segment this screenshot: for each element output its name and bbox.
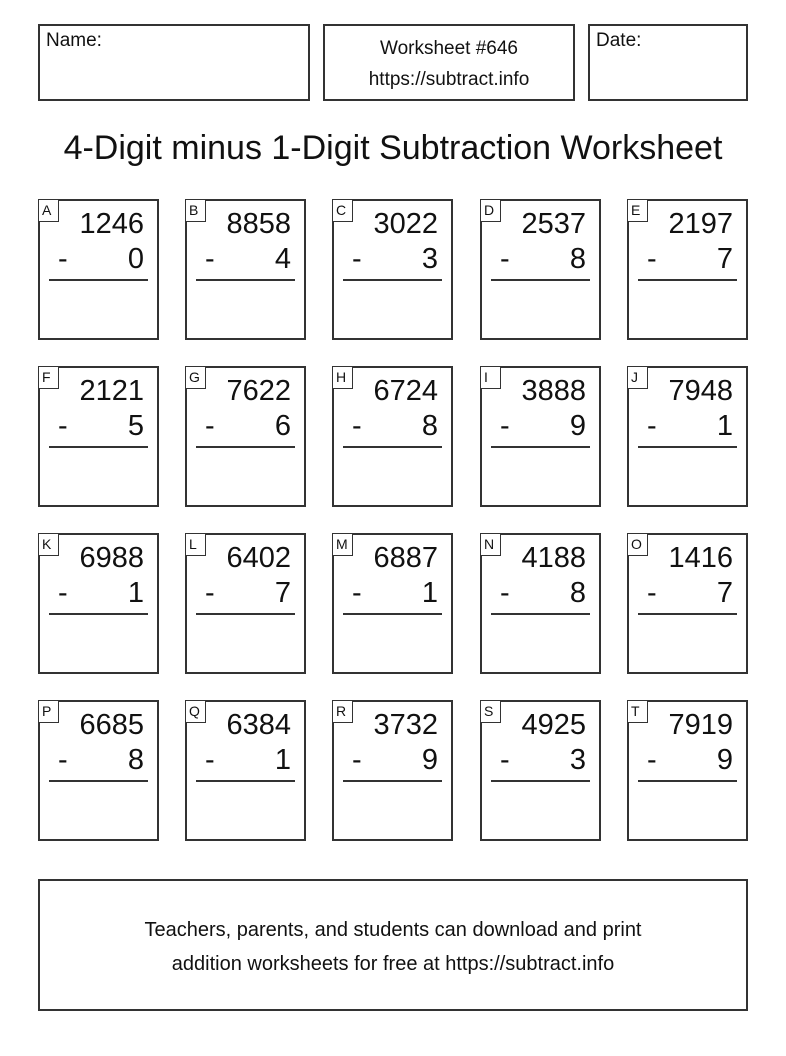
problem-card[interactable] <box>627 533 748 674</box>
problem-minuend: 7622 <box>226 375 291 407</box>
problem-minuend: 7919 <box>668 709 733 741</box>
date-label: Date: <box>596 30 642 51</box>
answer-line <box>491 780 590 782</box>
problem-minuend: 4925 <box>521 709 586 741</box>
problem-minuend: 1416 <box>668 542 733 574</box>
problem-minuend: 2197 <box>668 208 733 240</box>
problem-subtrahend: 7 <box>716 243 733 275</box>
problem-minuend: 8858 <box>226 208 291 240</box>
footer-line-1: Teachers, parents, and students can download and print <box>144 919 642 941</box>
answer-line <box>343 279 442 281</box>
answer-line <box>638 613 737 615</box>
minus-sign: - <box>352 744 362 776</box>
problem-minuend: 1246 <box>79 208 144 240</box>
answer-line <box>638 279 737 281</box>
worksheet-info-box <box>323 24 575 101</box>
answer-line <box>638 780 737 782</box>
problem-letter: M <box>332 533 353 556</box>
name-box[interactable] <box>38 24 310 101</box>
answer-line <box>343 780 442 782</box>
problem-minuend: 3022 <box>373 208 438 240</box>
problem-subtrahend: 3 <box>421 243 438 275</box>
problem-subtrahend: 8 <box>569 243 586 275</box>
problem-subtrahend: 3 <box>569 744 586 776</box>
problem-letter: Q <box>185 700 206 723</box>
answer-line <box>491 613 590 615</box>
minus-sign: - <box>205 577 215 609</box>
worksheet-url: https://subtract.info <box>368 69 530 90</box>
problem-card[interactable] <box>38 533 159 674</box>
problem-letter: F <box>38 366 59 389</box>
minus-sign: - <box>500 243 510 275</box>
problem-minuend: 2537 <box>521 208 586 240</box>
problem-card[interactable] <box>185 366 306 507</box>
answer-line <box>343 446 442 448</box>
problem-letter: R <box>332 700 353 723</box>
problem-subtrahend: 1 <box>716 410 733 442</box>
problem-subtrahend: 1 <box>421 577 438 609</box>
problem-subtrahend: 7 <box>274 577 291 609</box>
problem-card[interactable] <box>38 199 159 340</box>
answer-line <box>491 446 590 448</box>
minus-sign: - <box>205 410 215 442</box>
problem-card[interactable] <box>480 199 601 340</box>
problem-letter: E <box>627 199 648 222</box>
minus-sign: - <box>58 744 68 776</box>
footer-line-2: addition worksheets for free at https://subtract.info <box>171 953 615 975</box>
minus-sign: - <box>352 410 362 442</box>
answer-line <box>491 279 590 281</box>
problem-letter: H <box>332 366 353 389</box>
answer-line <box>343 613 442 615</box>
problem-minuend: 6724 <box>373 375 438 407</box>
problem-subtrahend: 9 <box>716 744 733 776</box>
problem-letter: I <box>480 366 501 389</box>
answer-line <box>196 780 295 782</box>
problem-card[interactable] <box>627 700 748 841</box>
problem-minuend: 6384 <box>226 709 291 741</box>
problem-minuend: 6988 <box>79 542 144 574</box>
problem-subtrahend: 8 <box>569 577 586 609</box>
problem-subtrahend: 7 <box>716 577 733 609</box>
minus-sign: - <box>352 577 362 609</box>
problem-card[interactable] <box>38 700 159 841</box>
footer-box <box>38 879 748 1011</box>
problem-letter: J <box>627 366 648 389</box>
minus-sign: - <box>58 577 68 609</box>
problem-card[interactable] <box>185 199 306 340</box>
problem-minuend: 6685 <box>79 709 144 741</box>
problem-card[interactable] <box>627 366 748 507</box>
problem-minuend: 6887 <box>373 542 438 574</box>
problem-letter: L <box>185 533 206 556</box>
problem-letter: B <box>185 199 206 222</box>
problem-minuend: 4188 <box>521 542 586 574</box>
problem-card[interactable] <box>332 700 453 841</box>
problem-subtrahend: 4 <box>274 243 291 275</box>
date-box[interactable] <box>588 24 748 101</box>
problem-subtrahend: 8 <box>421 410 438 442</box>
problem-card[interactable] <box>185 533 306 674</box>
answer-line <box>49 446 148 448</box>
minus-sign: - <box>647 577 657 609</box>
minus-sign: - <box>647 744 657 776</box>
minus-sign: - <box>500 744 510 776</box>
problem-letter: T <box>627 700 648 723</box>
problem-card[interactable] <box>480 700 601 841</box>
problem-minuend: 7948 <box>668 375 733 407</box>
problem-card[interactable] <box>332 366 453 507</box>
problem-subtrahend: 5 <box>127 410 144 442</box>
problem-card[interactable] <box>332 199 453 340</box>
problem-subtrahend: 1 <box>274 744 291 776</box>
minus-sign: - <box>647 243 657 275</box>
problem-card[interactable] <box>38 366 159 507</box>
answer-line <box>196 446 295 448</box>
answer-line <box>638 446 737 448</box>
problem-card[interactable] <box>185 700 306 841</box>
minus-sign: - <box>205 744 215 776</box>
problem-letter: P <box>38 700 59 723</box>
answer-line <box>49 613 148 615</box>
minus-sign: - <box>205 243 215 275</box>
page-title: 4-Digit minus 1-Digit Subtraction Worksheet <box>63 129 723 167</box>
problem-letter: O <box>627 533 648 556</box>
worksheet-number: Worksheet #646 <box>379 38 518 59</box>
problem-subtrahend: 8 <box>127 744 144 776</box>
name-label: Name: <box>46 30 102 51</box>
problem-minuend: 3732 <box>373 709 438 741</box>
answer-line <box>196 279 295 281</box>
problem-minuend: 2121 <box>79 375 144 407</box>
problem-card[interactable] <box>332 533 453 674</box>
minus-sign: - <box>352 243 362 275</box>
problem-card[interactable] <box>480 533 601 674</box>
minus-sign: - <box>58 410 68 442</box>
problem-subtrahend: 9 <box>421 744 438 776</box>
problem-letter: A <box>38 199 59 222</box>
minus-sign: - <box>500 410 510 442</box>
problem-card[interactable] <box>480 366 601 507</box>
problem-letter: N <box>480 533 501 556</box>
problem-letter: S <box>480 700 501 723</box>
problem-minuend: 6402 <box>226 542 291 574</box>
problem-subtrahend: 6 <box>274 410 291 442</box>
problem-card[interactable] <box>627 199 748 340</box>
minus-sign: - <box>647 410 657 442</box>
answer-line <box>49 780 148 782</box>
minus-sign: - <box>500 577 510 609</box>
problem-letter: D <box>480 199 501 222</box>
problem-letter: C <box>332 199 353 222</box>
problem-letter: G <box>185 366 206 389</box>
problem-minuend: 3888 <box>521 375 586 407</box>
problem-letter: K <box>38 533 59 556</box>
problem-subtrahend: 0 <box>127 243 144 275</box>
answer-line <box>49 279 148 281</box>
answer-line <box>196 613 295 615</box>
problem-subtrahend: 1 <box>127 577 144 609</box>
problem-subtrahend: 9 <box>569 410 586 442</box>
minus-sign: - <box>58 243 68 275</box>
